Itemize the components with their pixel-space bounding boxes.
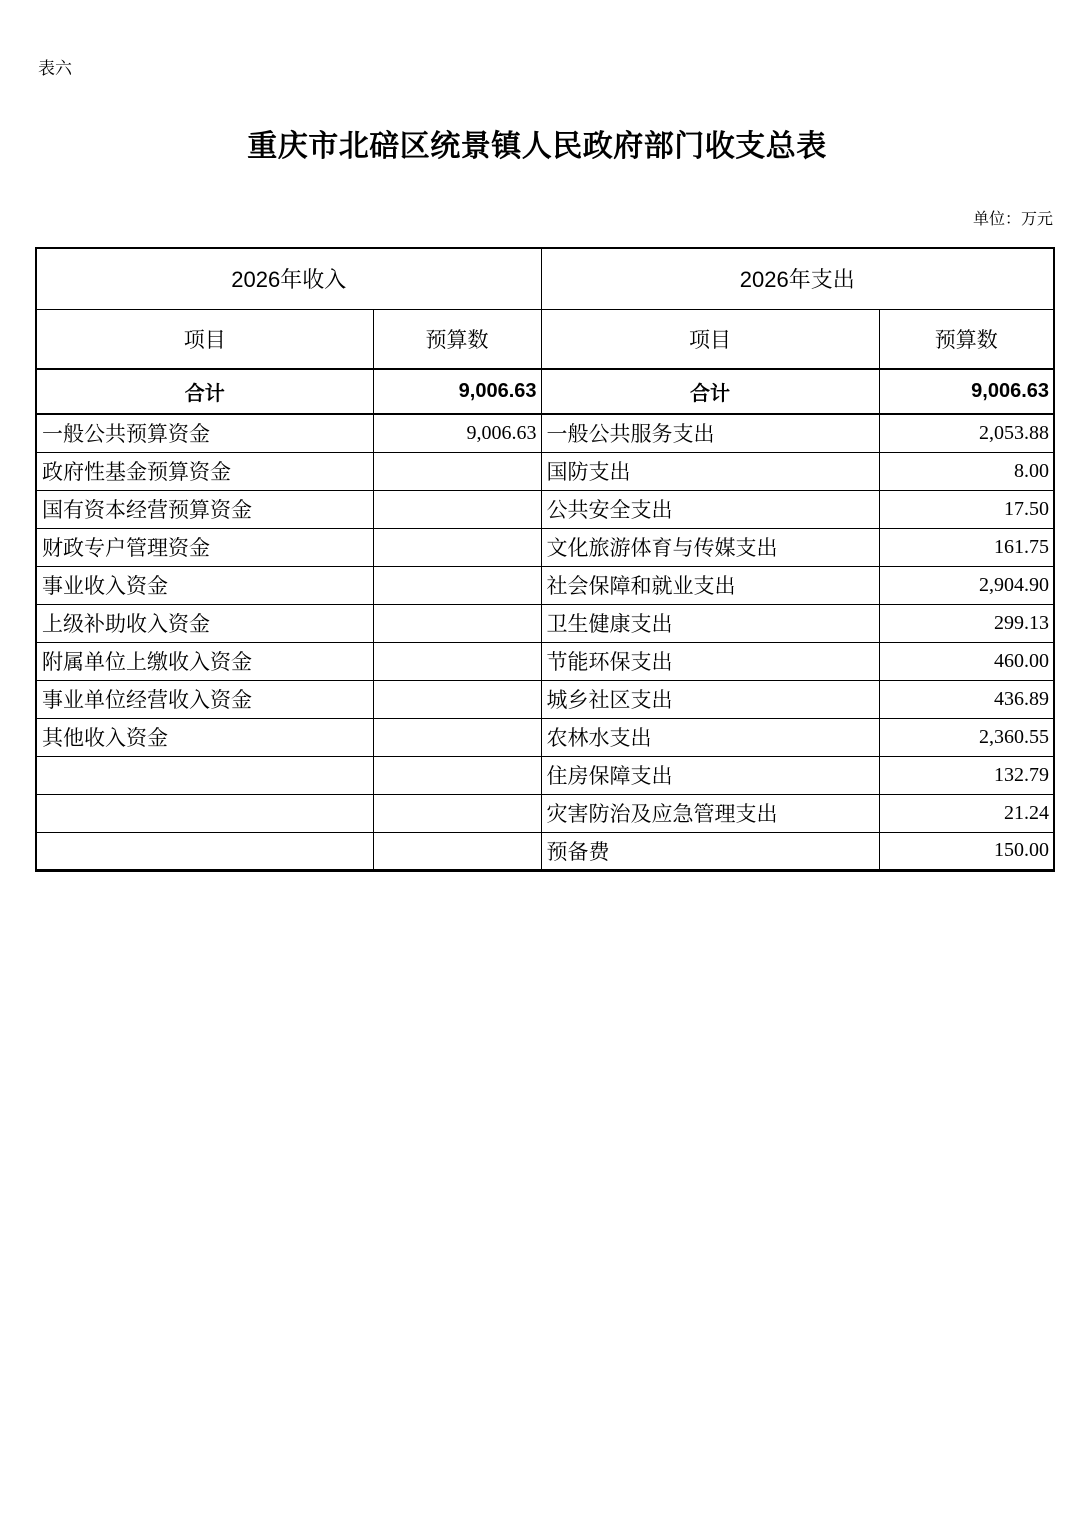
table-row — [36, 680, 1054, 718]
income-value-cell — [373, 528, 541, 566]
table-row — [36, 528, 1054, 566]
income-value-cell — [373, 718, 541, 756]
income-item-cell: 国有资本经营预算资金 — [36, 490, 373, 528]
expense-item-cell: 公共安全支出 — [541, 490, 879, 528]
income-item-cell — [36, 756, 373, 794]
expense-value-cell: 460.00 — [879, 642, 1054, 680]
table-row — [36, 452, 1054, 490]
table-row — [36, 756, 1054, 794]
expense-item-cell: 灾害防治及应急管理支出 — [541, 794, 879, 832]
expense-budget-column-header: 预算数 — [879, 309, 1054, 369]
expense-value-cell: 150.00 — [879, 832, 1054, 870]
table-row — [36, 832, 1054, 870]
expense-item-cell: 国防支出 — [541, 452, 879, 490]
income-item-cell: 一般公共预算资金 — [36, 414, 373, 452]
table-row — [36, 794, 1054, 832]
expense-value-cell: 299.13 — [879, 604, 1054, 642]
income-value-cell — [373, 604, 541, 642]
expense-item-cell: 社会保障和就业支出 — [541, 566, 879, 604]
column-header-row — [36, 309, 1054, 369]
expense-total-value: 9,006.63 — [879, 369, 1054, 414]
section-header-row — [36, 248, 1054, 309]
table-body — [36, 369, 1054, 870]
income-total-label: 合计 — [36, 369, 373, 414]
expense-value-cell: 161.75 — [879, 528, 1054, 566]
income-value-cell — [373, 756, 541, 794]
expense-value-cell: 132.79 — [879, 756, 1054, 794]
income-value-cell — [373, 566, 541, 604]
expense-value-cell: 8.00 — [879, 452, 1054, 490]
table-number-label: 表六 — [38, 59, 72, 78]
expense-value-cell: 436.89 — [879, 680, 1054, 718]
expense-item-cell: 城乡社区支出 — [541, 680, 879, 718]
income-total-value: 9,006.63 — [373, 369, 541, 414]
expense-item-cell: 一般公共服务支出 — [541, 414, 879, 452]
expense-value-cell: 21.24 — [879, 794, 1054, 832]
table-header — [36, 248, 1054, 369]
expense-value-cell: 2,053.88 — [879, 414, 1054, 452]
expense-value-cell: 2,360.55 — [879, 718, 1054, 756]
income-section-header: 2026年收入 — [36, 248, 541, 309]
income-item-column-header: 项目 — [36, 309, 373, 369]
expense-item-cell: 农林水支出 — [541, 718, 879, 756]
table-row — [36, 566, 1054, 604]
expense-item-cell: 住房保障支出 — [541, 756, 879, 794]
expense-value-cell: 17.50 — [879, 490, 1054, 528]
unit-note: 单位：万元 — [972, 211, 1053, 228]
income-item-cell: 其他收入资金 — [36, 718, 373, 756]
income-item-cell — [36, 832, 373, 870]
expense-item-cell: 文化旅游体育与传媒支出 — [541, 528, 879, 566]
budget-table — [35, 247, 1055, 872]
income-value-cell — [373, 680, 541, 718]
income-item-cell: 事业单位经营收入资金 — [36, 680, 373, 718]
income-item-cell — [36, 794, 373, 832]
income-budget-column-header: 预算数 — [373, 309, 541, 369]
table-row — [36, 490, 1054, 528]
expense-total-label: 合计 — [541, 369, 879, 414]
table-row — [36, 604, 1054, 642]
income-value-cell — [373, 452, 541, 490]
income-item-cell: 财政专户管理资金 — [36, 528, 373, 566]
total-row — [36, 369, 1054, 414]
table-row — [36, 642, 1054, 680]
income-value-cell — [373, 490, 541, 528]
income-value-cell: 9,006.63 — [373, 414, 541, 452]
expense-item-cell: 预备费 — [541, 832, 879, 870]
income-item-cell: 事业收入资金 — [36, 566, 373, 604]
expense-item-cell: 卫生健康支出 — [541, 604, 879, 642]
expense-item-column-header: 项目 — [541, 309, 879, 369]
income-value-cell — [373, 832, 541, 870]
expense-value-cell: 2,904.90 — [879, 566, 1054, 604]
table-row — [36, 718, 1054, 756]
income-item-cell: 附属单位上缴收入资金 — [36, 642, 373, 680]
table-row — [36, 414, 1054, 452]
expense-section-header: 2026年支出 — [541, 248, 1054, 309]
income-item-cell: 上级补助收入资金 — [36, 604, 373, 642]
expense-item-cell: 节能环保支出 — [541, 642, 879, 680]
page-title: 重庆市北碚区统景镇人民政府部门收支总表 — [247, 130, 827, 163]
income-item-cell: 政府性基金预算资金 — [36, 452, 373, 490]
income-value-cell — [373, 794, 541, 832]
income-value-cell — [373, 642, 541, 680]
